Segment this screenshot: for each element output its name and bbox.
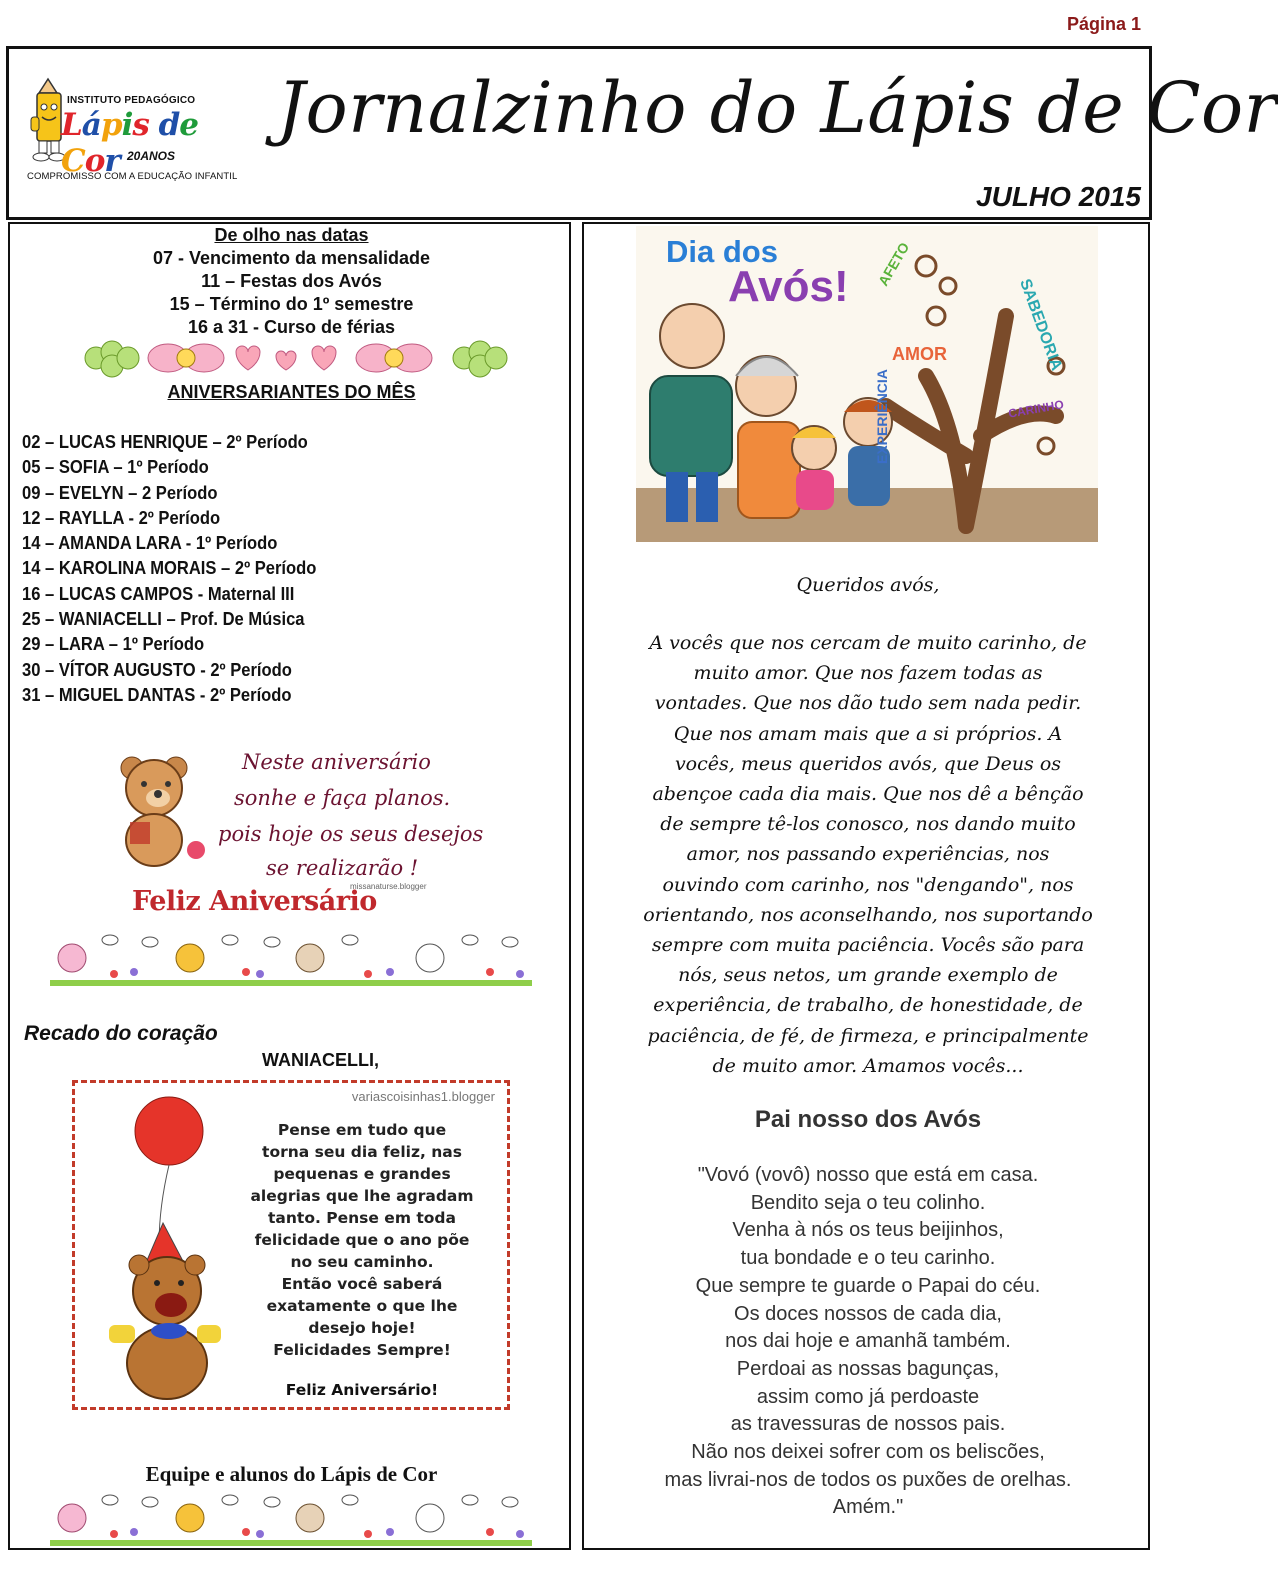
letter-line: A vocês que nos cercam de muito carinho, de xyxy=(649,632,1087,654)
flower-garland-divider xyxy=(76,336,516,382)
page-number: Página 1 xyxy=(1066,14,1141,34)
prayer-line: Amém." xyxy=(832,1496,904,1519)
message-line: torna seu dia feliz, nas xyxy=(262,1143,462,1161)
message-line: Felicidades Sempre! xyxy=(273,1341,451,1359)
card-line: pois hoje os seus desejos xyxy=(218,822,484,846)
prayer-line: Que sempre te guarde o Papai do céu. xyxy=(695,1274,1041,1297)
message-line: pequenas e grandes xyxy=(273,1165,451,1183)
important-dates xyxy=(10,224,573,339)
birthday-item: 09 – EVELYN – 2 Período xyxy=(22,482,218,503)
birthday-message-card xyxy=(72,1080,510,1410)
logo-name: Lápis de Cor xyxy=(61,107,199,179)
word-sabedoria: SABEDORIA xyxy=(1016,276,1065,373)
date-item: 11 – Festas dos Avós xyxy=(201,271,382,291)
letter-line: sempre com muita paciência. Vocês são para xyxy=(651,934,1085,957)
birthday-item: 02 – LUCAS HENRIQUE – 2º Período xyxy=(22,432,308,452)
bear-with-balloon-icon xyxy=(93,1093,223,1403)
signature: Equipe e alunos do Lápis de Cor xyxy=(145,1462,438,1486)
birthday-item: 14 – AMANDA LARA - 1º Período xyxy=(22,533,278,554)
letter-line: de muito amor. Amamos vocês... xyxy=(712,1054,1024,1077)
letter-greeting: Queridos avós, xyxy=(796,574,940,596)
letter-line: ouvindo com carinho, nos "dengando", nos xyxy=(662,873,1074,896)
card-line: sonhe e faça planos. xyxy=(234,786,451,810)
newspaper-title: Jornalzinho do Lápis de Cor xyxy=(277,67,1278,149)
card-banner: Feliz Aniversário xyxy=(132,886,377,917)
card-line: se realizarão ! xyxy=(266,856,419,880)
birthday-card xyxy=(110,744,490,924)
avos-title-1: Dia dos xyxy=(666,234,778,269)
prayer-body xyxy=(584,1162,1152,1522)
letter-line: amor, nos passando experiências, nos xyxy=(686,843,1050,866)
birthday-item: 14 – KAROLINA MORAIS – 2º Período xyxy=(22,558,317,579)
card-line: Neste aniversário xyxy=(242,750,431,774)
prayer-line: "Vovó (vovô) nosso que está em casa. xyxy=(697,1164,1039,1186)
letter-line: muito amor. Que nos fazem todas as xyxy=(693,662,1043,685)
prayer-line: Bendito seja o teu colinho. xyxy=(750,1191,986,1214)
prayer-line: Os doces nossos de cada dia, xyxy=(734,1302,1002,1325)
avos-title-2: Avós! xyxy=(728,262,849,311)
birthday-item: 29 – LARA – 1º Período xyxy=(22,634,205,655)
recado-recipient: WANIACELLI, xyxy=(262,1050,379,1070)
word-carinho: CARINHO xyxy=(1007,397,1065,421)
prayer-line: assim como já perdoaste xyxy=(756,1385,980,1408)
school-logo xyxy=(23,77,263,187)
prayer-line: mas livrai-nos de todos os puxões de orelhas. xyxy=(664,1468,1072,1491)
issue-month: JULHO 2015 xyxy=(976,181,1141,212)
letter-line: experiência, de trabalho, de honestidade, de xyxy=(653,994,1083,1017)
letter-line: vocês, meus queridos avós, que Deus os xyxy=(674,752,1062,775)
animals-strip-divider-bottom xyxy=(50,1486,532,1548)
masthead xyxy=(6,46,1278,220)
message-line: felicidade que o ano põe xyxy=(254,1231,470,1249)
prayer-line: nos dai hoje e amanhã também. xyxy=(725,1330,1011,1353)
prayer-title: Pai nosso dos Avós xyxy=(754,1106,982,1133)
card-watermark: missanaturse.blogger xyxy=(350,882,427,891)
card-closing: Feliz Aniversário! xyxy=(285,1381,439,1399)
word-amor: AMOR xyxy=(892,344,947,364)
message-line: Então você saberá xyxy=(281,1275,443,1293)
letter-line: vontades. Que nos dão tudo sem nada pedir. xyxy=(654,692,1082,715)
letter-line: paciência, de fé, de firmeza, e principalmente xyxy=(647,1024,1089,1047)
birthday-item: 30 – VÍTOR AUGUSTO - 2º Período xyxy=(22,659,292,680)
prayer-line: as travessuras de nossos pais. xyxy=(730,1413,1006,1436)
prayer-line: Venha à nós os teus beijinhos, xyxy=(732,1219,1004,1242)
message-line: exatamente o que lhe xyxy=(266,1297,458,1315)
birthday-item: 05 – SOFIA – 1º Período xyxy=(22,457,209,478)
letter-line: abençoe cada dia mais. Que nos dê a bênção xyxy=(652,783,1084,806)
message-line: Pense em tudo que xyxy=(277,1121,447,1139)
card-message xyxy=(223,1119,501,1361)
message-line: tanto. Pense em toda xyxy=(268,1209,456,1227)
grandparents-family-icon xyxy=(636,226,1098,542)
birthday-item: 25 – WANIACELLI – Prof. De Música xyxy=(22,609,305,630)
birthday-item: 31 – MIGUEL DANTAS - 2º Período xyxy=(22,684,292,705)
prayer-line: tua bondade e o teu carinho. xyxy=(740,1247,996,1270)
prayer-line: Perdoai as nossas bagunças, xyxy=(736,1357,1000,1380)
date-item: 07 - Vencimento da mensalidade xyxy=(152,248,431,268)
dates-title: De olho nas datas xyxy=(214,225,369,245)
birthdays-title: ANIVERSARIANTES DO MÊS xyxy=(167,382,416,402)
letter-line: orientando, nos aconselhando, nos suportando xyxy=(643,903,1093,926)
message-line: alegrias que lhe agradam xyxy=(250,1187,474,1205)
logo-institute: INSTITUTO PEDAGÓGICO xyxy=(67,95,196,106)
letter-line: de sempre tê-los conosco, nos dando muito xyxy=(660,813,1076,836)
word-experiencia: EXPERIÊNCIA xyxy=(874,369,890,464)
letter-body xyxy=(594,628,1142,1081)
left-column xyxy=(8,222,571,1550)
right-column xyxy=(582,222,1150,1550)
logo-years: 20ANOS xyxy=(127,149,176,163)
birthday-list xyxy=(22,430,342,708)
recado-title: Recado do coração xyxy=(24,1022,218,1045)
prayer-line: Não nos deixei sofrer com os beliscões, xyxy=(691,1441,1045,1464)
letter-line: nós, seus netos, um grande exemplo de xyxy=(678,964,1058,987)
card-source: variascoisinhas1.blogger xyxy=(351,1089,495,1104)
teddy-bear-icon xyxy=(110,750,200,870)
birthday-item: 16 – LUCAS CAMPOS - Maternal III xyxy=(22,583,295,604)
date-item: 16 a 31 - Curso de férias xyxy=(187,317,396,337)
logo-tagline: COMPROMISSO COM A EDUCAÇÃO INFANTIL xyxy=(27,171,238,182)
message-line: desejo hoje! xyxy=(308,1319,416,1337)
animals-strip-divider xyxy=(50,926,532,988)
message-line: no seu caminho. xyxy=(290,1253,434,1271)
letter-line: Que nos amam mais que a si próprios. A xyxy=(673,722,1063,745)
birthday-item: 12 – RAYLLA - 2º Período xyxy=(22,507,221,528)
date-item: 15 – Término do 1º semestre xyxy=(169,294,414,314)
dia-dos-avos-illustration xyxy=(636,226,1098,542)
word-afeto: AFETO xyxy=(874,239,913,289)
